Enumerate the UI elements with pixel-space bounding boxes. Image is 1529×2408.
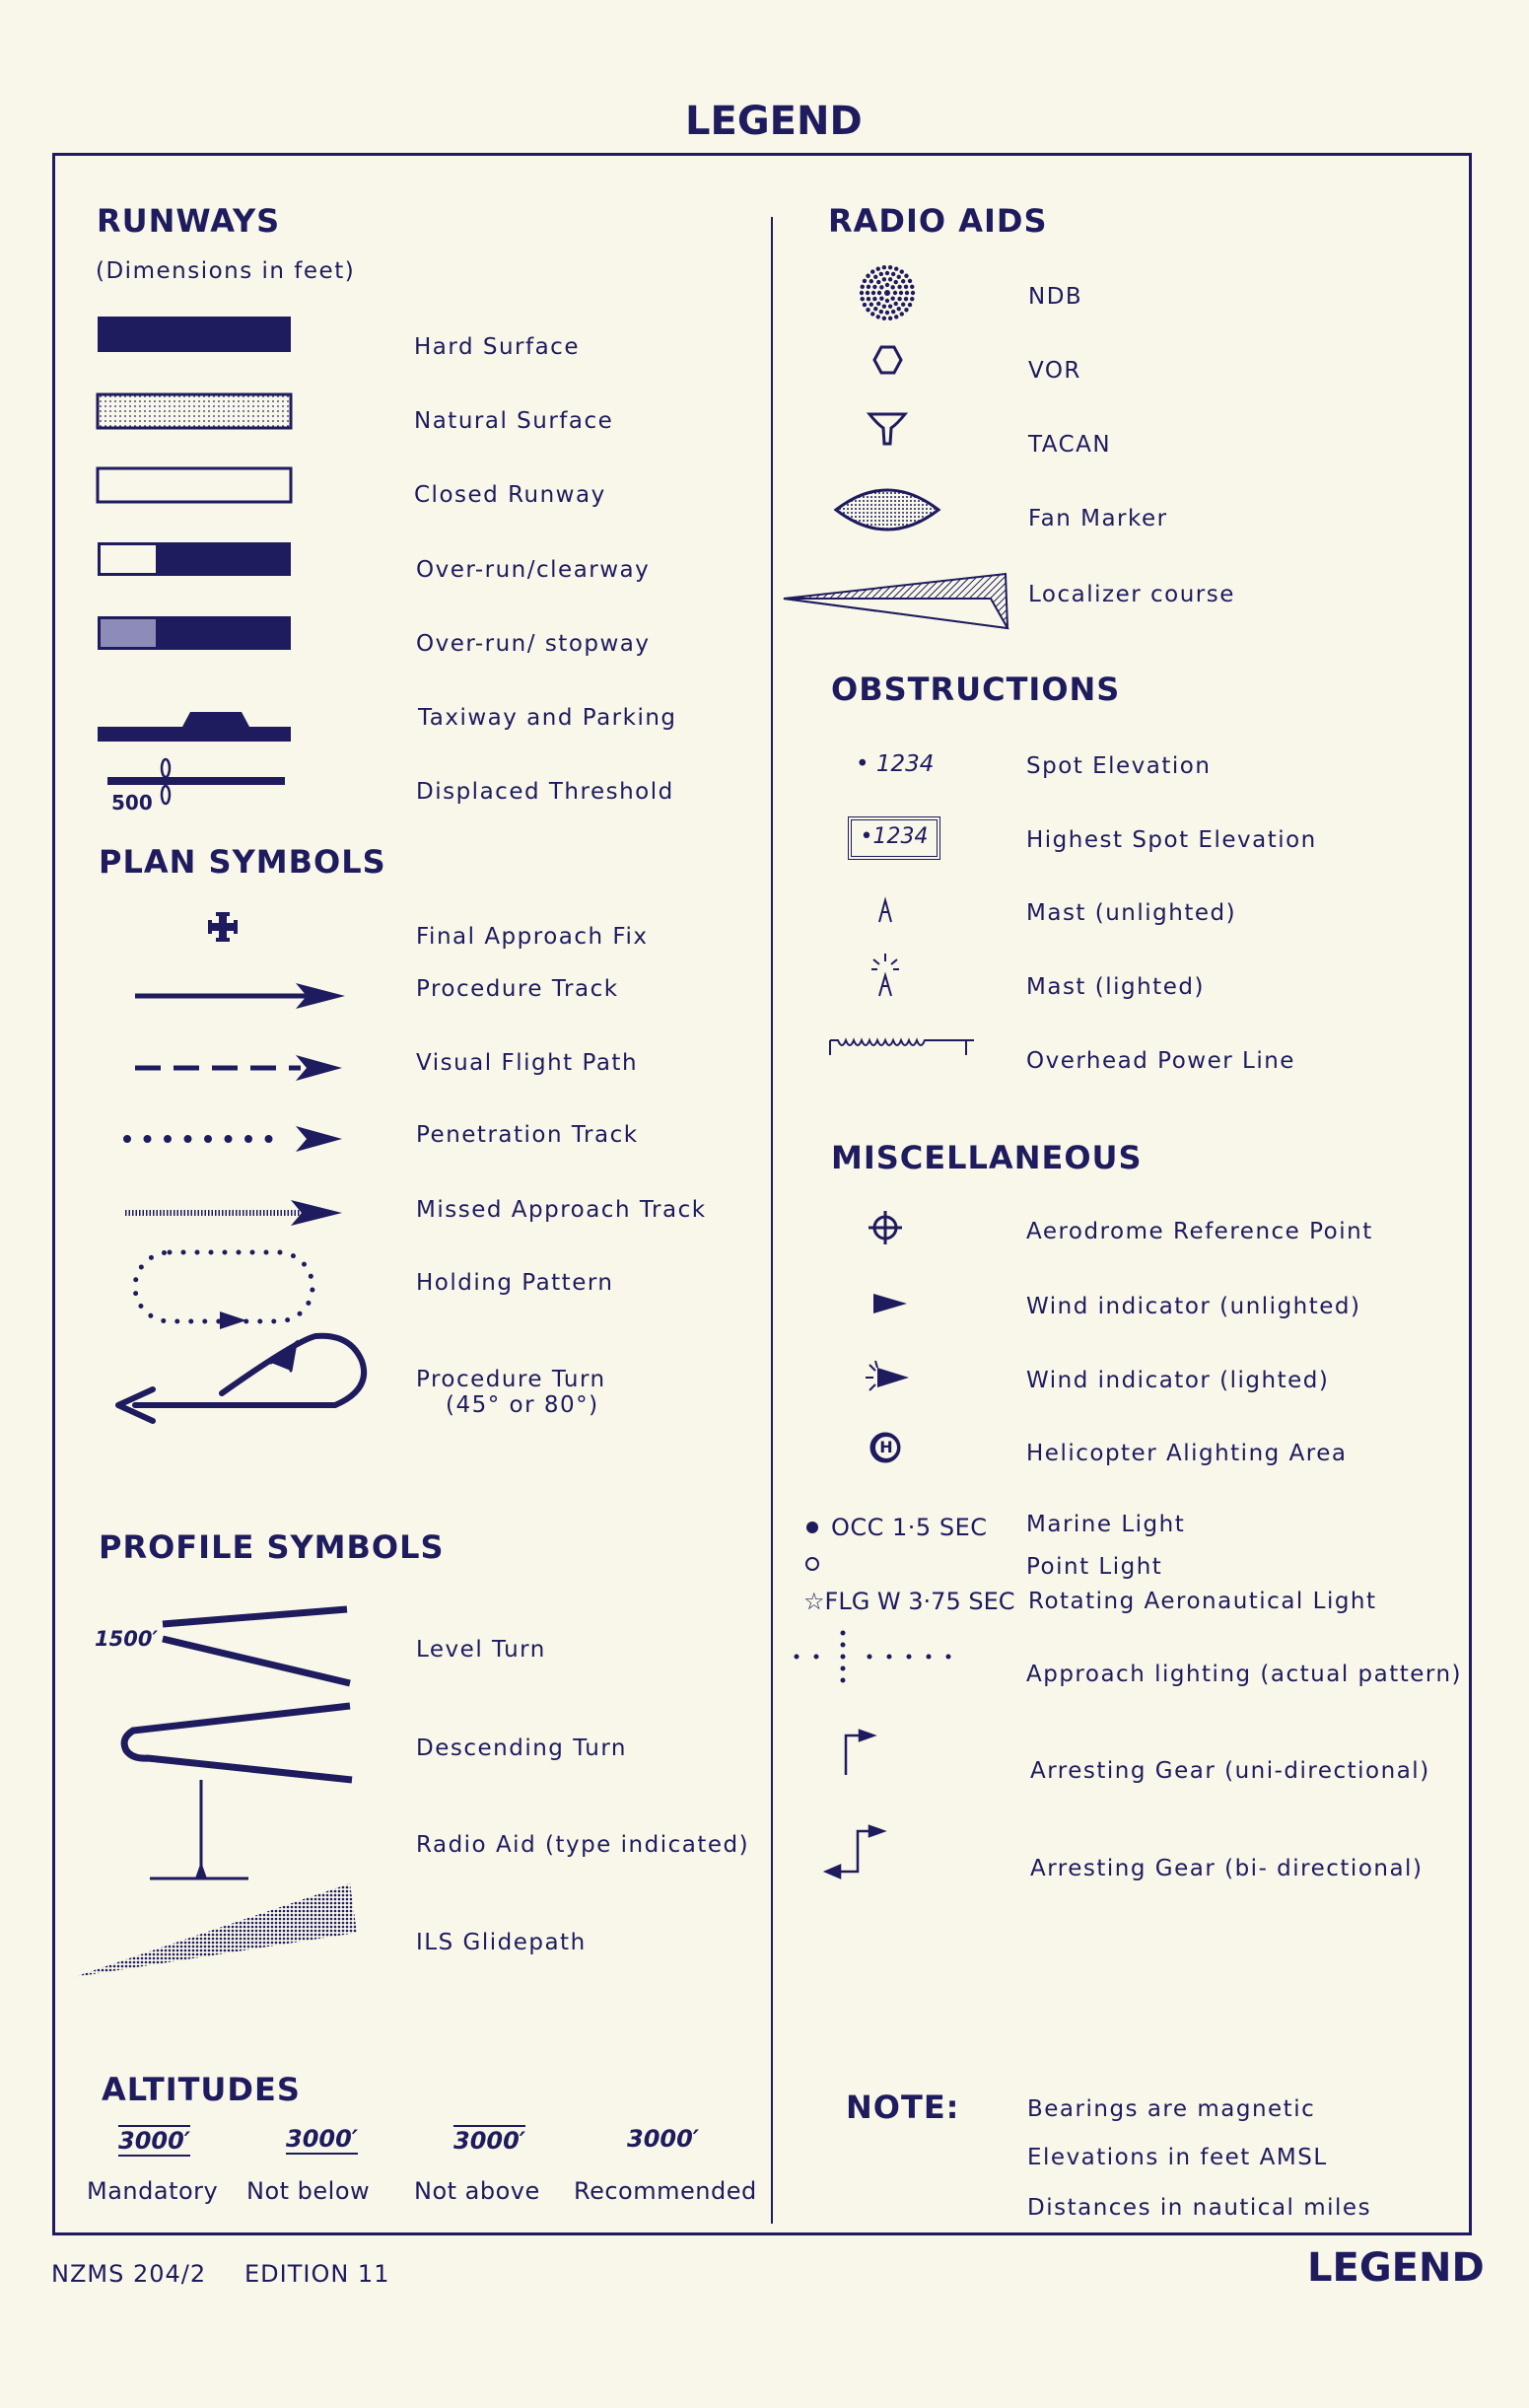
vor-icon bbox=[874, 347, 901, 373]
rotating-light-code bbox=[803, 1588, 1015, 1615]
ndb-dot bbox=[872, 297, 876, 301]
natural-surface-label: Natural Surface bbox=[414, 408, 614, 434]
arresting-gear-uni-icon bbox=[846, 1731, 873, 1775]
ndb-dot bbox=[882, 265, 886, 269]
altitude-recommended-value: 3000′ bbox=[627, 2125, 700, 2153]
overrun-clearway-label: Over-run/clearway bbox=[416, 557, 651, 583]
ndb-dot bbox=[877, 291, 881, 295]
radio-aid-profile-icon bbox=[150, 1780, 248, 1878]
ndb-dot bbox=[897, 285, 901, 289]
profile-symbols-heading: PROFILE SYMBOLS bbox=[99, 1528, 445, 1566]
holding-pattern-label: Holding Pattern bbox=[416, 1270, 614, 1296]
level-turn-icon bbox=[163, 1609, 350, 1683]
mast-lighted-label: Mast (lighted) bbox=[1026, 974, 1205, 1000]
final-approach-fix-icon bbox=[208, 912, 238, 942]
altitudes-heading: ALTITUDES bbox=[102, 2071, 301, 2108]
column-divider bbox=[771, 217, 773, 2224]
closed-runway-icon bbox=[98, 468, 291, 502]
spot-elevation-label: Spot Elevation bbox=[1026, 753, 1212, 779]
spot-elevation-value: 1234 bbox=[875, 751, 935, 777]
marine-light-icon bbox=[806, 1522, 818, 1533]
hard-surface-label: Hard Surface bbox=[414, 334, 580, 360]
descending-turn-icon bbox=[124, 1706, 352, 1780]
ndb-dot bbox=[876, 280, 880, 284]
tacan-label: TACAN bbox=[1028, 432, 1112, 458]
wind-indicator-unlighted-label: Wind indicator (unlighted) bbox=[1026, 1294, 1361, 1319]
point-light-icon bbox=[806, 1558, 818, 1570]
ndb-dot bbox=[876, 266, 880, 270]
ndb-dot bbox=[891, 272, 895, 276]
ndb-dot bbox=[870, 269, 874, 273]
ndb-dot bbox=[863, 279, 867, 283]
note-heading: NOTE: bbox=[846, 2089, 960, 2126]
descending-turn-label: Descending Turn bbox=[416, 1735, 627, 1761]
ndb-dot bbox=[908, 279, 912, 283]
ndb-dot bbox=[904, 297, 908, 301]
ndb-dot bbox=[894, 266, 898, 270]
obstructions-heading: OBSTRUCTIONS bbox=[831, 671, 1121, 708]
ndb-dot bbox=[861, 297, 865, 301]
rotating-light-code-text: FLG W 3·75 SEC bbox=[824, 1588, 1015, 1615]
arresting-gear-bi-icon bbox=[826, 1826, 883, 1877]
ndb-dot bbox=[911, 291, 915, 295]
visual-flight-path-label: Visual Flight Path bbox=[416, 1050, 639, 1076]
ndb-dot bbox=[879, 272, 883, 276]
ndb-dot bbox=[867, 285, 870, 289]
footer-edition: EDITION 11 bbox=[244, 2260, 390, 2288]
localizer-course-label: Localizer course bbox=[1028, 582, 1235, 607]
wind-indicator-lighted-label: Wind indicator (lighted) bbox=[1026, 1368, 1330, 1393]
highest-spot-elevation-icon: •1234 bbox=[848, 816, 940, 860]
ndb-dot bbox=[872, 285, 876, 289]
miscellaneous-heading: MISCELLANEOUS bbox=[831, 1139, 1143, 1176]
rotating-light-label: Rotating Aeronautical Light bbox=[1028, 1589, 1377, 1614]
tacan-icon bbox=[869, 414, 905, 444]
overrun-clearway-icon bbox=[98, 542, 291, 576]
ils-glidepath-icon bbox=[74, 1883, 357, 1977]
ndb-dot bbox=[866, 308, 869, 312]
approach-lighting-label: Approach lighting (actual pattern) bbox=[1026, 1662, 1463, 1687]
penetration-track-icon bbox=[127, 1126, 342, 1152]
profile-symbols bbox=[69, 1597, 384, 1972]
star-icon: ☆ bbox=[803, 1588, 825, 1615]
ndb-dot bbox=[885, 299, 889, 303]
ndb-dot bbox=[870, 312, 874, 316]
ndb-dot bbox=[871, 291, 875, 295]
plan-symbols bbox=[113, 912, 409, 1425]
ndb-dot bbox=[897, 297, 901, 301]
ils-glidepath-label: ILS Glidepath bbox=[416, 1930, 587, 1955]
radio-aid-symbols bbox=[779, 258, 1025, 633]
ndb-dot bbox=[882, 304, 886, 308]
altitude-not-above-value: 3000′ bbox=[453, 2127, 526, 2155]
ndb-dot bbox=[900, 269, 904, 273]
fan-marker-label: Fan Marker bbox=[1028, 506, 1168, 531]
ndb-dot bbox=[901, 279, 905, 283]
threshold-value: 500 bbox=[111, 791, 153, 814]
procedure-turn-label: Procedure Turn bbox=[416, 1367, 606, 1392]
ndb-dot bbox=[873, 307, 877, 311]
procedure-track-icon bbox=[135, 983, 345, 1009]
plan-symbols-heading: PLAN SYMBOLS bbox=[99, 843, 386, 881]
ndb-dot bbox=[888, 317, 892, 320]
closed-runway-label: Closed Runway bbox=[414, 482, 606, 508]
ndb-dot bbox=[863, 303, 867, 307]
ndb-icon bbox=[860, 265, 915, 320]
ndb-dot bbox=[891, 310, 895, 314]
final-approach-fix-label: Final Approach Fix bbox=[416, 924, 649, 950]
procedure-turn-angles: (45° or 80°) bbox=[446, 1392, 599, 1418]
highest-spot-value: 1234 bbox=[872, 824, 929, 849]
ndb-dot bbox=[882, 317, 886, 320]
ndb-dot bbox=[876, 315, 880, 319]
ndb-dot bbox=[890, 285, 894, 289]
vor-label: VOR bbox=[1028, 358, 1081, 384]
wind-indicator-unlighted-icon bbox=[873, 1294, 907, 1313]
ndb-dot bbox=[904, 285, 908, 289]
ndb-dot bbox=[873, 275, 877, 279]
ndb-dot bbox=[866, 274, 869, 278]
ndb-dot bbox=[882, 277, 886, 281]
ndb-dot bbox=[910, 285, 914, 289]
runways-heading: RUNWAYS bbox=[97, 202, 281, 240]
ndb-dot bbox=[897, 275, 901, 279]
radio-aids-heading: RADIO AIDS bbox=[828, 202, 1048, 240]
ndb-dot bbox=[861, 285, 865, 289]
helicopter-area-label: Helicopter Alighting Area bbox=[1026, 1441, 1348, 1466]
taxiway-icon bbox=[98, 712, 291, 742]
ndb-dot bbox=[879, 285, 883, 289]
hard-surface-icon bbox=[98, 317, 291, 352]
ndb-dot bbox=[876, 302, 880, 306]
penetration-track-label: Penetration Track bbox=[416, 1122, 639, 1148]
footer-map-code: NZMS 204/2 bbox=[51, 2260, 207, 2288]
page-title: LEGEND bbox=[685, 99, 863, 144]
ndb-dot bbox=[885, 283, 889, 287]
procedure-track-label: Procedure Track bbox=[416, 976, 619, 1002]
ndb-dot bbox=[894, 302, 898, 306]
ndb-dot bbox=[897, 307, 901, 311]
altitude-recommended-label: Recommended bbox=[574, 2177, 757, 2205]
overrun-stopway-label: Over-run/ stopway bbox=[416, 631, 651, 657]
helicopter-h-glyph: H bbox=[872, 1434, 900, 1461]
altitude-mandatory-label: Mandatory bbox=[87, 2177, 219, 2205]
holding-pattern-icon bbox=[135, 1252, 313, 1329]
missed-approach-track-label: Missed Approach Track bbox=[416, 1197, 707, 1223]
ndb-dot bbox=[894, 315, 898, 319]
approach-lighting-icon bbox=[795, 1631, 951, 1683]
ndb-dot bbox=[910, 297, 914, 301]
ndb-dot bbox=[885, 271, 889, 275]
note-line-2: Elevations in feet AMSL bbox=[1027, 2145, 1328, 2170]
missed-approach-track-icon bbox=[125, 1200, 342, 1226]
ndb-dot bbox=[888, 277, 892, 281]
radio-aid-label: Radio Aid (type indicated) bbox=[416, 1832, 750, 1858]
ndb-dot bbox=[866, 291, 869, 295]
altitude-not-above-label: Not above bbox=[414, 2177, 540, 2205]
localizer-course-icon bbox=[784, 574, 1008, 628]
ndb-dot bbox=[893, 291, 897, 295]
ndb-label: NDB bbox=[1028, 284, 1083, 310]
taxiway-label: Taxiway and Parking bbox=[418, 705, 677, 731]
ndb-dot bbox=[885, 311, 889, 315]
wind-indicator-lighted-icon bbox=[866, 1361, 909, 1390]
ndb-dot bbox=[888, 265, 892, 269]
spot-elevation-icon: • 1234 bbox=[856, 751, 935, 777]
ndb-dot bbox=[908, 303, 912, 307]
power-line-icon bbox=[830, 1040, 974, 1055]
level-turn-label: Level Turn bbox=[416, 1637, 546, 1663]
note-line-3: Distances in nautical miles bbox=[1027, 2195, 1372, 2221]
overrun-stopway-icon bbox=[98, 616, 291, 650]
ndb-dot bbox=[888, 304, 892, 308]
fan-marker-icon bbox=[836, 490, 938, 530]
ndb-dot bbox=[894, 280, 898, 284]
aerodrome-reference-point-label: Aerodrome Reference Point bbox=[1026, 1219, 1373, 1244]
marine-light-code: OCC 1·5 SEC bbox=[831, 1514, 988, 1541]
natural-surface-icon bbox=[98, 394, 291, 428]
ndb-dot bbox=[869, 303, 873, 307]
mast-lighted-icon bbox=[871, 954, 899, 996]
profile-altitude: 1500′ bbox=[95, 1627, 158, 1651]
arresting-gear-uni-label: Arresting Gear (uni-directional) bbox=[1030, 1758, 1430, 1784]
ndb-dot bbox=[860, 291, 864, 295]
ndb-dot bbox=[904, 274, 908, 278]
mast-unlighted-icon bbox=[879, 900, 891, 922]
displaced-threshold-label: Displaced Threshold bbox=[416, 779, 674, 805]
runways-note: (Dimensions in feet) bbox=[96, 258, 356, 284]
altitude-not-below-label: Not below bbox=[246, 2177, 371, 2205]
arresting-gear-bi-label: Arresting Gear (bi- directional) bbox=[1030, 1856, 1424, 1881]
marine-light-label: Marine Light bbox=[1026, 1512, 1186, 1537]
highest-spot-elevation-label: Highest Spot Elevation bbox=[1026, 827, 1317, 853]
ndb-dot bbox=[899, 291, 903, 295]
procedure-turn-icon bbox=[118, 1336, 364, 1421]
ndb-dot bbox=[904, 308, 908, 312]
mast-unlighted-label: Mast (unlighted) bbox=[1026, 900, 1237, 926]
aerodrome-reference-point-icon bbox=[869, 1211, 902, 1244]
visual-flight-path-icon bbox=[135, 1055, 342, 1081]
ndb-dot bbox=[867, 297, 870, 301]
altitude-not-below-value: 3000′ bbox=[286, 2125, 359, 2153]
note-line-1: Bearings are magnetic bbox=[1027, 2096, 1316, 2122]
ndb-dot bbox=[905, 291, 909, 295]
power-line-label: Overhead Power Line bbox=[1026, 1048, 1295, 1074]
ndb-dot bbox=[900, 312, 904, 316]
footer-title: LEGEND bbox=[1307, 2245, 1485, 2291]
ndb-dot bbox=[890, 296, 894, 300]
point-light-label: Point Light bbox=[1026, 1554, 1163, 1580]
ndb-dot bbox=[879, 310, 883, 314]
ndb-dot bbox=[869, 279, 873, 283]
ndb-dot bbox=[901, 303, 905, 307]
ndb-dot bbox=[879, 296, 883, 300]
altitude-mandatory-value: 3000′ bbox=[118, 2127, 191, 2155]
